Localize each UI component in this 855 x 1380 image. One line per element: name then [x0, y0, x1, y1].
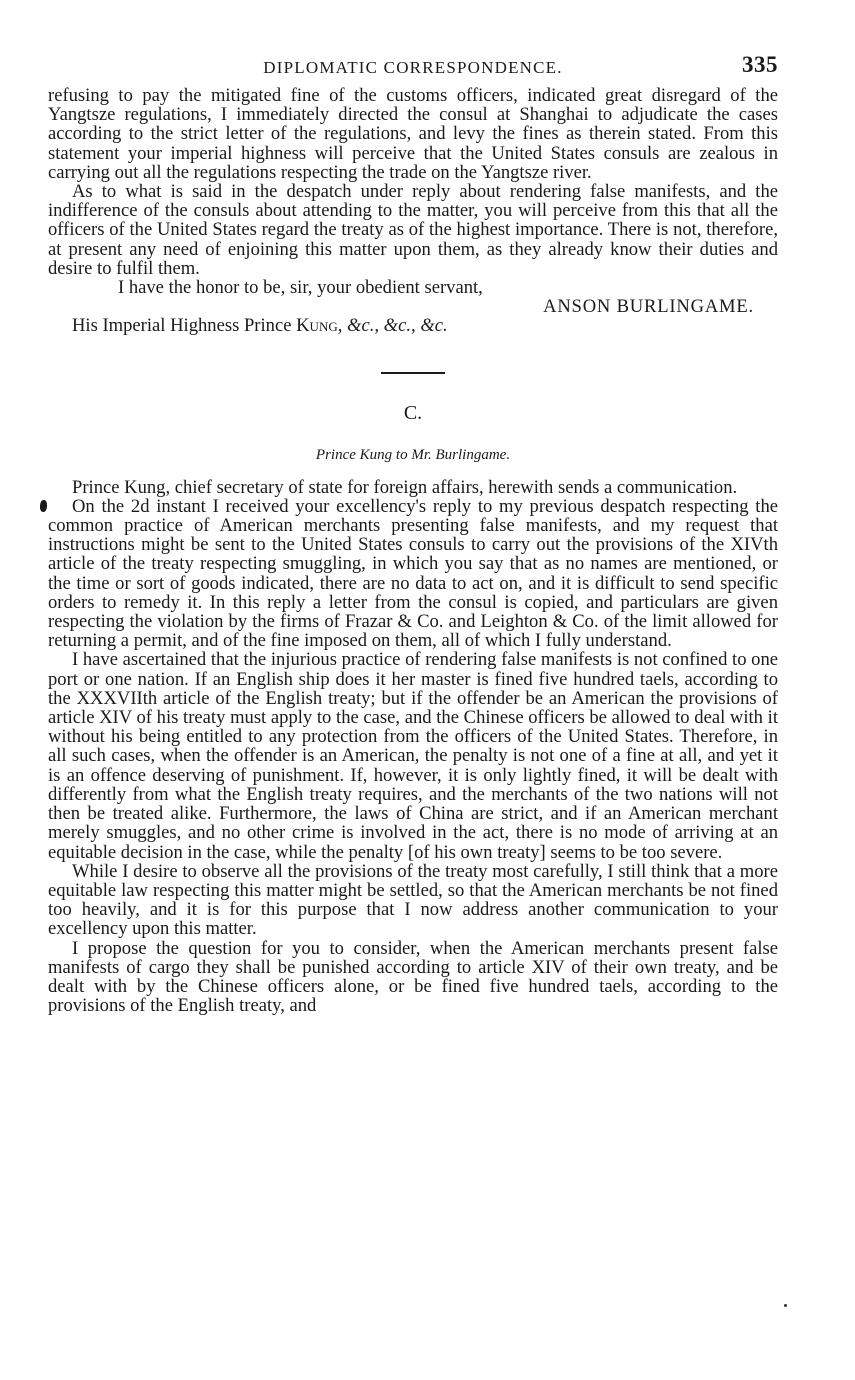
- signature: ANSON BURLINGAME.: [543, 296, 754, 318]
- section-divider: [381, 372, 445, 374]
- addressee-prefix: His Imperial Highness Prince: [72, 315, 297, 337]
- letter-c-paragraph-2-wrap: [48, 497, 778, 651]
- letter-c-paragraph-2: On the 2d instant I received your excellency's reply to my previous despatch respecting the common practice of American merchants presenting false manifests, and my request that instructions might be sent to the United States consuls to carry out the provisions of the XIVth article of the treaty respecting smuggling, in which you say that as no names are mentioned, or the time or sort of goods indicated, there are no data to act on, and it is difficult to send specific orders to remedy it. In this reply a letter from the consul is copied, and particulars are given respecting the violation by the firms of Frazar & Co. and Leighton & Co. of the limit allowed for returning a permit, and of the fine imposed on them, all of which I fully understand.: [48, 495, 778, 652]
- addressee-suffix: , &c., &c., &c.: [337, 315, 448, 337]
- addressee-name: Kung: [296, 315, 338, 337]
- letter-closing: I have the honor to be, sir, your obedient servant,: [118, 277, 483, 299]
- letter-c-paragraph-3: I have ascertained that the injurious practice of rendering false manifests is not confined to one port or one nation. If an English ship does it her master is fined five hundred taels, according to the XXXVIIth article of the English treaty; but if the offender be an American the provisions of article XIV of his treaty must apply to the case, and the Chinese officers be allowed to deal with it without his being entitled to any protection from the officers of the United States. Therefore, in all such cases, when the offender is an American, the penalty is not one of a fine at all, and yet it is an offence deserving of punishment. If, however, it is only lightly fined, it will be dealt with differently from what the English treaty requires, and the merchants of the two nations will not then be treated alike. Furthermore, the laws of China are strict, and if an American merchant merely smuggles, and no other crime is involved in the act, there is no mode of arriving at an equitable decision in the case, while the penalty [of his own treaty] seems to be too severe.: [48, 649, 778, 863]
- letter-b-paragraph-1: refusing to pay the mitigated fine of the customs officers, indicated great disregard of the Yangtsze regulations, I immediately directed the consul at Shanghai to adjudicate the cases according to the strict letter of the regulations, and levy the fines as therein stated. From this statement your imperial highness will perceive that the United States consuls are zealous in carrying out all the regulations respecting the trade on the Yangtsze river.: [48, 85, 778, 183]
- addressee: [48, 316, 778, 335]
- letter-c-paragraph-1: Prince Kung, chief secretary of state for foreign affairs, herewith sends a communication.: [72, 476, 738, 498]
- letter-c-paragraph-5: I propose the question for you to consider, when the American merchants present false manifests of cargo they shall be punished according to article XIV of their own treaty, and be dealt with by the Chinese officers alone, or be fined five hundred taels, according to the provisions of the English treaty, and: [48, 937, 778, 1017]
- stray-dot-mark: [784, 1304, 787, 1307]
- section-heading: C.: [403, 401, 423, 424]
- page-number: 335: [742, 52, 778, 77]
- document-page: [48, 52, 778, 1015]
- letter-c-paragraph-4: While I desire to observe all the provisions of the treaty most carefully, I still think that a more equitable law respecting this matter might be settled, so that the American merchants be not fined too heavily, and it is for this purpose that I now address another communication to your excellency upon this matter.: [48, 860, 778, 940]
- letter-b-paragraph-2: As to what is said in the despatch under reply about rendering false manifests, and the indifference of the consuls about attending to the matter, you will perceive from this that all the officers of the United States regard the treaty as of the highest importance. There is not, therefore, at present any need of enjoining this matter upon them, as they already know their duties and desire to fulfil them.: [48, 181, 778, 279]
- section-subtitle: Prince Kung to Mr. Burlingame.: [315, 446, 511, 463]
- running-header: [48, 52, 778, 86]
- running-title: DIPLOMATIC CORRESPONDENCE.: [263, 58, 563, 77]
- ink-blot-mark: [40, 500, 47, 512]
